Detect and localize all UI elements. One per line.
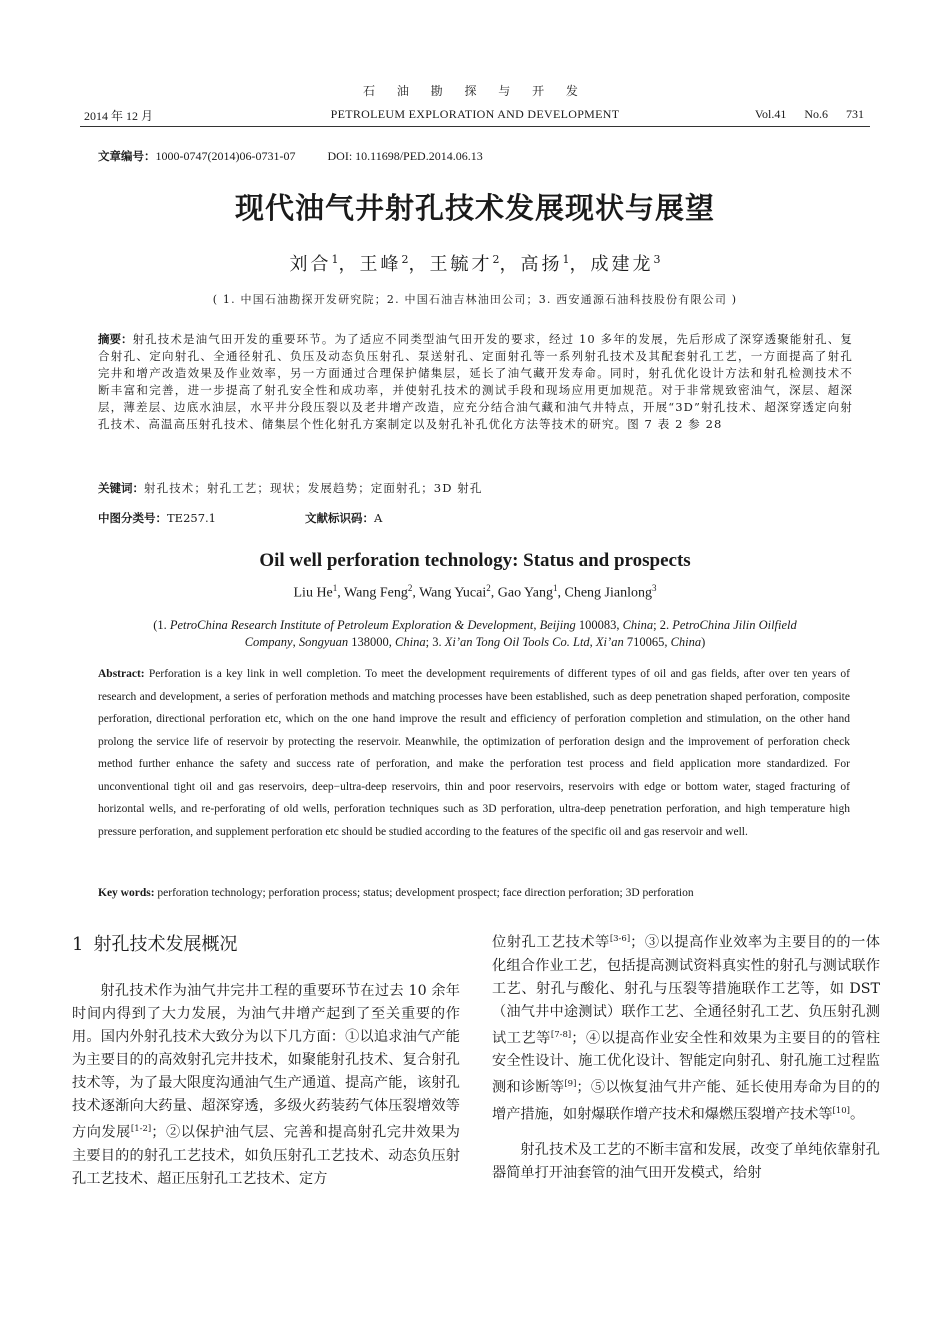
author-en: Liu He <box>293 585 333 601</box>
issue-date: 2014 年 12 月 <box>84 109 154 123</box>
author-cn: 高扬 <box>520 254 563 275</box>
author-affil-mark: 2 <box>492 253 500 266</box>
author-separator: , <box>337 585 345 601</box>
author-affil-mark: 3 <box>653 253 661 266</box>
keywords-cn <box>98 480 853 496</box>
author-en: Wang Yucai <box>419 585 487 601</box>
author-affil-mark: 3 <box>651 583 657 593</box>
affil-1-zip: 100083 <box>578 618 617 632</box>
issue: No.6 <box>804 107 828 121</box>
author-en: Wang Feng <box>344 585 408 601</box>
volume-issue-page <box>737 107 864 122</box>
body-paragraph: 射孔技术及工艺的不断丰富和发展，改变了单纯依靠射孔器简单打开油套管的油气田开发模式，给射 <box>492 1141 880 1181</box>
title-en: Oil well perforation technology: Status and prospects <box>259 550 691 571</box>
affil-open: (1. <box>153 618 170 632</box>
body-text: 。 <box>849 1106 865 1123</box>
affil-3-prefix: 3. <box>432 635 445 649</box>
body-text: 位射孔工艺技术等 <box>492 934 610 951</box>
body-column-left <box>72 928 460 1191</box>
author-separator: , <box>412 585 420 601</box>
author-cn: 成建龙 <box>590 254 654 275</box>
citation: [10] <box>832 1106 850 1117</box>
affil-1-country: China <box>622 618 654 632</box>
author-en: Gao Yang <box>497 585 553 601</box>
body-paragraph <box>492 928 880 1127</box>
body-text: ；⑤以恢复油气井产能、延长使用寿命为目的的增产措施，如射爆联作增产技术和爆燃压裂增产技术等 <box>492 1080 880 1123</box>
authors-en <box>0 583 950 602</box>
volume: Vol.41 <box>754 107 787 121</box>
abstract-en-label: Abstract: <box>98 668 145 680</box>
doc-code-label: 文献标识码： <box>305 511 374 525</box>
paragraph-gap <box>492 1127 880 1139</box>
keywords-cn-label: 关键词： <box>98 481 144 495</box>
abstract-en-text: Perforation is a key link in well completion. To meet the development requirements of different types of oil and gas fields, after over ten years of research and development, a series of perforation methods and matching processes have been established, such as deep penetration shaped perforation, composite perforation, directional perforation etc, which on the one hand improve the result and efficiency of perforation completion and stimulation, on the other hand prolong the service life of reservoir by protecting the reservoir. Meanwhile, the optimization of perforation design and the improvement of perforation check method further enhance the safety and success rate of perforation, and make the perforation test process and field application more standardized. For unconventional tight oil and gas reservoirs, deep−ultra-deep reservoirs, thin and poor reservoirs, reservoirs with edge or bottom water, staged fracturing of horizontal wells, and re-perforating of old wells, perforation techniques such as 3D perforation, ultra-deep penetration perforation, and high temperature high pressure perforation, and supplement perforation etc should be studied according to the features of the specific oil and gas reservoir and well. <box>98 668 851 838</box>
affil-2-prefix: 2. <box>659 618 673 632</box>
citation: [1-2] <box>130 1124 152 1134</box>
author-separator: , <box>557 585 565 601</box>
keywords-en-text: perforation technology; perforation process; status; development prospect; face direction perforation; 3D perforation <box>157 887 694 899</box>
clc-value: TE257.1 <box>167 511 216 525</box>
journal-name-cn: 石 油 勘 探 与 开 发 <box>363 84 587 98</box>
affil-2-zip: 138000 <box>351 635 389 649</box>
affil-3-country: China <box>670 635 702 649</box>
body-text: ；④以提高作业安全性和效果为主要目的的管柱安全性设计、施工优化设计、智能定向射孔、射孔施工过程监测和诊断等 <box>492 1030 880 1097</box>
citation: [3-6] <box>609 934 631 944</box>
affil-3-org: Xi’an Tong Oil Tools Co. Ltd <box>444 635 590 649</box>
body-text: 射孔技术作为油气井完井工程的重要环节在过去 10 余年时间内得到了大力发展，为油气井增产起到了至关重要的作用。国内外射孔技术大致分为以下几方面：①以追求油气产能为主要目的的高效射孔完井技术，如聚能射孔技术、复合射孔技术等，为了最大限度沟通油气生产通道、提高产能，该射孔技术逐渐向大药量、超深穿透，多级火药装药气体压裂增效等方向发展 <box>72 983 460 1141</box>
abstract-cn-label: 摘要： <box>98 332 133 346</box>
author-separator: ， <box>408 254 430 275</box>
body-column-right <box>492 928 880 1185</box>
article-info <box>98 148 483 164</box>
author-affil-mark: 1 <box>552 583 558 593</box>
article-number: 1000-0747(2014)06-0731-07 <box>155 149 296 163</box>
author-cn: 王峰 <box>359 254 402 275</box>
section-number: 1 <box>72 934 84 955</box>
authors-cn <box>0 250 950 276</box>
author-cn: 刘合 <box>289 254 332 275</box>
article-number-label: 文章编号： <box>98 149 156 163</box>
clc-label: 中图分类号： <box>98 511 167 525</box>
body-text: ；③以提高作业效率为主要目的的一体化组合作业工艺，包括提高测试资料真实性的射孔与测试联作工艺、射孔与酸化、射孔与压裂等措施联作工艺等，如 DST（油气井中途测试）联作工艺、全通径射孔工艺、负压射孔测试工艺等 <box>492 934 880 1047</box>
affiliations-cn: ( 1. 中国石油勘探开发研究院；2. 中国石油吉林油田公司；3. 西安通源石油科技股份有限公司 ) <box>212 293 738 306</box>
title-cn: 现代油气井射孔技术发展现状与展望 <box>234 191 715 225</box>
affiliations-en: (1. PetroChina Research Institute of Petroleum Exploration & Development, Beijing 100083, China; 2. PetroChina Jilin Oilfield Company, Songyuan 138000, China; 3. Xi’an Tong Oil Tools Co. Ltd, Xi’an 710065, China) <box>153 618 797 649</box>
author-cn: 王毓才 <box>429 254 493 275</box>
citation: [7-8] <box>550 1029 572 1040</box>
author-en: Cheng Jianlong <box>564 585 652 601</box>
affil-1-org: PetroChina Research Institute of Petroleum Exploration & Development <box>169 618 534 632</box>
section-title: 射孔技术发展概况 <box>93 934 238 955</box>
author-affil-mark: 2 <box>407 583 413 593</box>
running-header <box>80 104 870 127</box>
author-affil-mark: 2 <box>486 583 491 593</box>
author-affil-mark: 1 <box>331 253 339 266</box>
affil-3-city: Xi’an <box>595 635 624 649</box>
section-heading <box>72 932 460 958</box>
classification-line <box>98 510 383 526</box>
author-affil-mark: 1 <box>332 583 338 593</box>
document-code <box>305 510 382 526</box>
author-separator: ， <box>499 254 521 275</box>
author-separator: , <box>490 585 498 601</box>
author-separator: ， <box>569 254 591 275</box>
affil-2-city: Songyuan <box>298 635 349 649</box>
citation: [9] <box>564 1079 577 1090</box>
author-affil-mark: 2 <box>401 253 409 266</box>
body-paragraph <box>72 980 460 1191</box>
author-affil-mark: 1 <box>562 253 570 266</box>
page-number: 731 <box>846 107 864 121</box>
author-separator: ， <box>338 254 360 275</box>
affil-2-org: PetroChina Jilin Oilfield Company <box>244 618 797 649</box>
keywords-en <box>98 887 850 899</box>
keywords-en-label: Key words: <box>98 887 155 899</box>
abstract-cn <box>98 331 853 433</box>
affil-1-city: Beijing <box>539 618 576 632</box>
keywords-cn-text: 射孔技术；射孔工艺；现状；发展趋势；定面射孔；3D 射孔 <box>144 481 483 495</box>
journal-name-en: PETROLEUM EXPLORATION AND DEVELOPMENT <box>330 107 620 121</box>
affil-close: ) <box>701 635 706 649</box>
doc-code-value: A <box>374 511 383 525</box>
affil-2-country: China <box>395 635 426 649</box>
abstract-en <box>98 663 850 843</box>
doi: DOI: 10.11698/PED.2014.06.13 <box>327 149 483 163</box>
affil-3-zip: 710065 <box>626 635 665 649</box>
body-text: ；②以保护油气层、完善和提高射孔完井效果为主要目的的射孔工艺技术，如负压射孔工艺技术、动态负压射孔工艺技术、超正压射孔工艺技术、定方 <box>72 1124 460 1187</box>
abstract-cn-text: 射孔技术是油气田开发的重要环节。为了适应不同类型油气田开发的要求，经过 10 多年的发展，先后形成了深穿透聚能射孔、复合射孔、定向射孔、全通径射孔、负压及动态负压射孔、泵送射孔、定面射孔等一系列射孔技术及其配套射孔工艺，一方面提高了射孔完井和增产改造效果及作业效率，另一方面通过合理保护储集层，延长了油气藏开发寿命。同时，射孔优化设计方法和射孔检测技术不断丰富和完善，进一步提高了射孔安全性和成功率，并使射孔技术的测试手段和现场应用更加规范。对于非常规致密油气，深层、超深层，薄差层、边底水油层，水平井分段压裂以及老井增产改造，应充分结合油气藏和油气井特点，开展“3D”射孔技术、超深穿透定向射孔技术、高温高压射孔技术、储集层个性化射孔方案制定以及射孔补孔优化方法等技术的研究。图 7 表 2 参 28 <box>98 332 853 431</box>
